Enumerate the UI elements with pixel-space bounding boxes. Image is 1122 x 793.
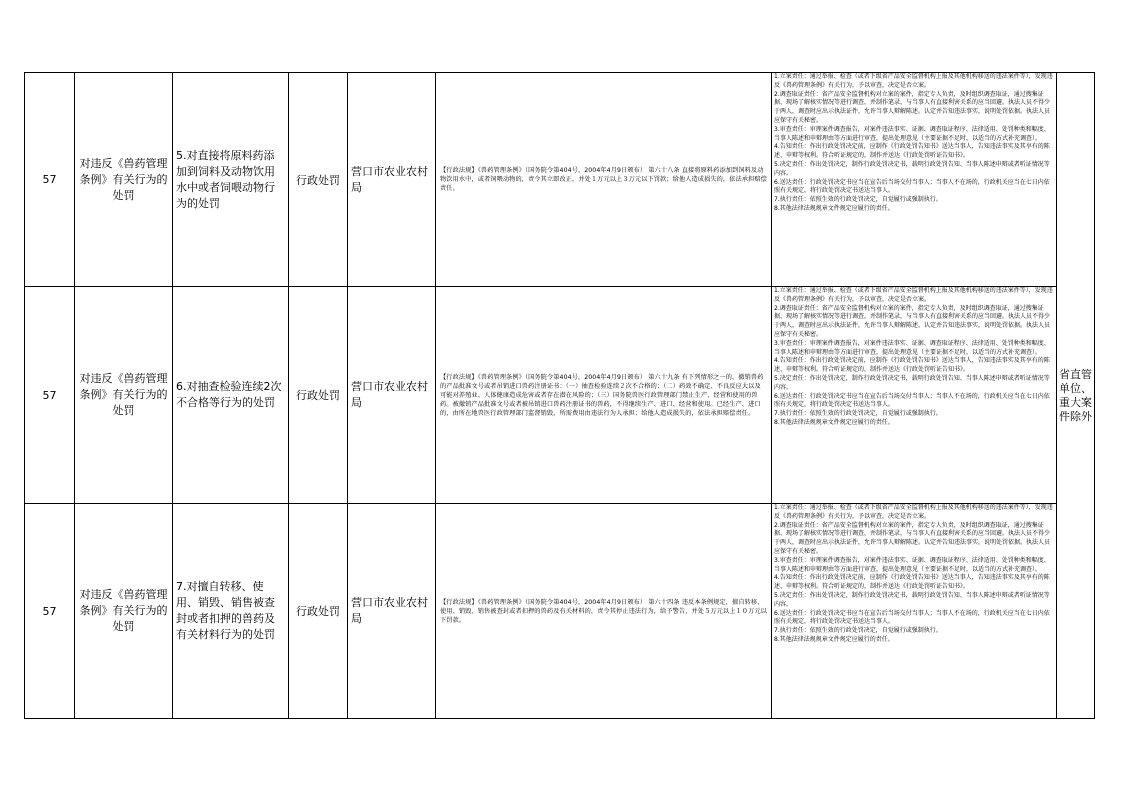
- duty-line: 2.调查取证责任：省产品安全监督机构对立案的案件，指定专人负责，及时组织调查取证，通过搜集证据、现场了解核实情况等进行调查，并制作笔录，与当事人有直接利害关系的应当回避。执法人员不得少于两人，调查时应出示执法证件，允许当事人辩解陈述。认定并告知违法事实，说明处罚依据。执法人员应保守有关秘密。: [774, 90, 1051, 124]
- sub-item: 6.对抽查检验连续2次不合格等行为的处罚: [173, 287, 289, 504]
- duty-line: 3.审查责任：审理案件调查报告，对案件违法事实、证据、调查取证程序、法律适用、处罚种类和幅度、当事人陈述和申辩理由等方面进行审查，提出处理意见（主要证据不足时，以适当的方式补充调查）。: [774, 125, 1050, 142]
- duty-line: 8.其他法律法规规章文件规定应履行的责任。: [774, 418, 894, 426]
- agency: 营口市农业农村局: [348, 73, 436, 287]
- power-type: 行政处罚: [289, 504, 348, 719]
- legal-basis: 【行政法规】《兽药管理条例》（国务院令第404号，2004年4月9日颁布） 第六十四条 违反本条例规定，擅自转移、使用、销毁、销售被查封或者扣押的兽药及有关材料的，责令其停止违法行为，给予警告，并处５万元以上１０万元以下罚款。: [436, 504, 772, 719]
- duty-line: 5.决定责任：作出处罚决定，制作行政处罚决定书，载明行政处罚告知、当事人陈述申辩或者听证情况等内容。: [774, 591, 1050, 608]
- sub-item: 7.对擅自转移、使用、销毁、销售被查封或者扣押的兽药及有关材料行为的处罚: [173, 504, 289, 719]
- table-row: [25, 73, 1095, 287]
- row-number: 57: [25, 73, 75, 287]
- duty-line: 1.立案责任：通过举报、检查（或者下级省产品安全监督机构上报及其他机构移送的违法案件等），发现违反《兽药管理条例》有关行为，予以审查，决定是否立案。: [774, 73, 1053, 89]
- duty-line: 3.审查责任：审理案件调查报告，对案件违法事实、证据、调查取证程序、法律适用、处罚种类和幅度、当事人陈述和申辩理由等方面进行审查，提出处理意见（主要证据不足时，以适当的方式补充调查）。: [774, 339, 1050, 356]
- remark: 省直管单位、重大案件除外: [1057, 73, 1095, 719]
- power-type: 行政处罚: [289, 73, 348, 287]
- table-row: [25, 287, 1095, 504]
- duty-line: 6.送达责任：行政处罚决定书应当在宣告后当场交付当事人；当事人不在场的，行政机关应当在七日内依照有关规定，将行政处罚决定书送达当事人。: [774, 178, 1050, 195]
- duty-line: 8.其他法律法规规章文件规定应履行的责任。: [774, 635, 894, 643]
- duty-line: 5.决定责任：作出处罚决定，制作行政处罚决定书，载明行政处罚告知、当事人陈述申辩或者听证情况等内容。: [774, 374, 1050, 391]
- duty-line: 4.告知责任：作出行政处罚决定前，应制作《行政处罚告知书》送达当事人，告知违法事实及其享有的陈述、申辩等权利。符合听证规定的，制作并送达《行政处罚听证告知书》。: [774, 574, 1050, 591]
- duty-cell: [772, 73, 1057, 287]
- duty-line: 7.执行责任：依照生效的行政处罚决定，自觉履行或强制执行。: [774, 410, 942, 418]
- duty-line: 6.送达责任：行政处罚决定书应当在宣告后当场交付当事人；当事人不在场的，行政机关应当在七日内依照有关规定，将行政处罚决定书送达当事人。: [774, 392, 1050, 409]
- power-name: 对违反《兽药管理条例》有关行为的处罚: [75, 73, 173, 287]
- duty-line: 3.审查责任：审理案件调查报告，对案件违法事实、证据、调查取证程序、法律适用、处罚种类和幅度、当事人陈述和申辩理由等方面进行审查，提出处理意见（主要证据不足时，以适当的方式补充调查）。: [774, 556, 1050, 573]
- agency: 营口市农业农村局: [348, 504, 436, 719]
- duty-line: 1.立案责任：通过举报、检查（或者下级省产品安全监督机构上报及其他机构移送的违法案件等），发现违反《兽药管理条例》有关行为，予以审查，决定是否立案。: [774, 504, 1053, 520]
- agency: 营口市农业农村局: [348, 287, 436, 504]
- duty-line: 7.执行责任：依照生效的行政处罚决定，自觉履行或强制执行。: [774, 627, 942, 635]
- table-row: [25, 504, 1095, 719]
- row-number: 57: [25, 287, 75, 504]
- duty-line: 2.调查取证责任：省产品安全监督机构对立案的案件，指定专人负责，及时组织调查取证，通过搜集证据、现场了解核实情况等进行调查，并制作笔录，与当事人有直接利害关系的应当回避。执法人员不得少于两人，调查时应出示执法证件，允许当事人辩解陈述。认定并告知违法事实，说明处罚依据。执法人员应保守有关秘密。: [774, 304, 1051, 338]
- duty-line: 6.送达责任：行政处罚决定书应当在宣告后当场交付当事人；当事人不在场的，行政机关应当在七日内依照有关规定，将行政处罚决定书送达当事人。: [774, 609, 1050, 626]
- duty-line: 4.告知责任：作出行政处罚决定前，应制作《行政处罚告知书》送达当事人，告知违法事实及其享有的陈述、申辩等权利。符合听证规定的，制作并送达《行政处罚听证告知书》。: [774, 357, 1050, 374]
- legal-basis: 【行政法规】《兽药管理条例》（国务院令第404号，2004年4月9日颁布） 第六十八条 直接将原料药添加到饲料及动物饮用水中，或者饲喂动物的，责令其立即改正，并处１万元以上３万元以下罚款；给他人造成损失的，依法承担赔偿责任。: [436, 73, 772, 287]
- legal-basis: 【行政法规】《兽药管理条例》（国务院令第404号，2004年4月9日颁布） 第六十九条 有下列情形之一的，撤销兽药的产品批准文号或者吊销进口兽药注册证书：（一）抽查检验连续２次不合格的；（二）药效不确定、不良反应大以及可能对养殖业、人体健康造成危害或者存在潜在风险的；（三）国务院兽医行政管理部门禁止生产、经营和使用的兽药。被撤销产品批准文号或者被吊销进口兽药注册证书的兽药，不得继续生产、进口、经营和使用。已经生产、进口的，由所在地兽医行政管理部门监督销毁，所需费用由违法行为人承担；给他人造成损失的，依法承担赔偿责任。: [436, 287, 772, 504]
- duty-line: 7.执行责任：依照生效的行政处罚决定，自觉履行或强制执行。: [774, 196, 942, 204]
- power-name: 对违反《兽药管理条例》有关行为的处罚: [75, 504, 173, 719]
- duty-line: 5.决定责任：作出处罚决定，制作行政处罚决定书，载明行政处罚告知、当事人陈述申辩或者听证情况等内容。: [774, 160, 1050, 177]
- duty-cell: [772, 504, 1057, 719]
- power-type: 行政处罚: [289, 287, 348, 504]
- power-list-table: [24, 72, 1095, 719]
- duty-line: 2.调查取证责任：省产品安全监督机构对立案的案件，指定专人负责，及时组织调查取证，通过搜集证据、现场了解核实情况等进行调查，并制作笔录，与当事人有直接利害关系的应当回避。执法人员不得少于两人，调查时应出示执法证件，允许当事人辩解陈述。认定并告知违法事实，说明处罚依据。执法人员应保守有关秘密。: [774, 521, 1051, 555]
- duty-cell: [772, 287, 1057, 504]
- sub-item: 5.对直接将原料药添加到饲料及动物饮用水中或者饲喂动物行为的处罚: [173, 73, 289, 287]
- power-name: 对违反《兽药管理条例》有关行为的处罚: [75, 287, 173, 504]
- duty-line: 8.其他法律法规规章文件规定应履行的责任。: [774, 204, 894, 212]
- row-number: 57: [25, 504, 75, 719]
- duty-line: 4.告知责任：作出行政处罚决定前，应制作《行政处罚告知书》送达当事人，告知违法事实及其享有的陈述、申辩等权利。符合听证规定的，制作并送达《行政处罚听证告知书》。: [774, 143, 1050, 160]
- duty-line: 1.立案责任：通过举报、检查（或者下级省产品安全监督机构上报及其他机构移送的违法案件等），发现违反《兽药管理条例》有关行为，予以审查，决定是否立案。: [774, 287, 1053, 303]
